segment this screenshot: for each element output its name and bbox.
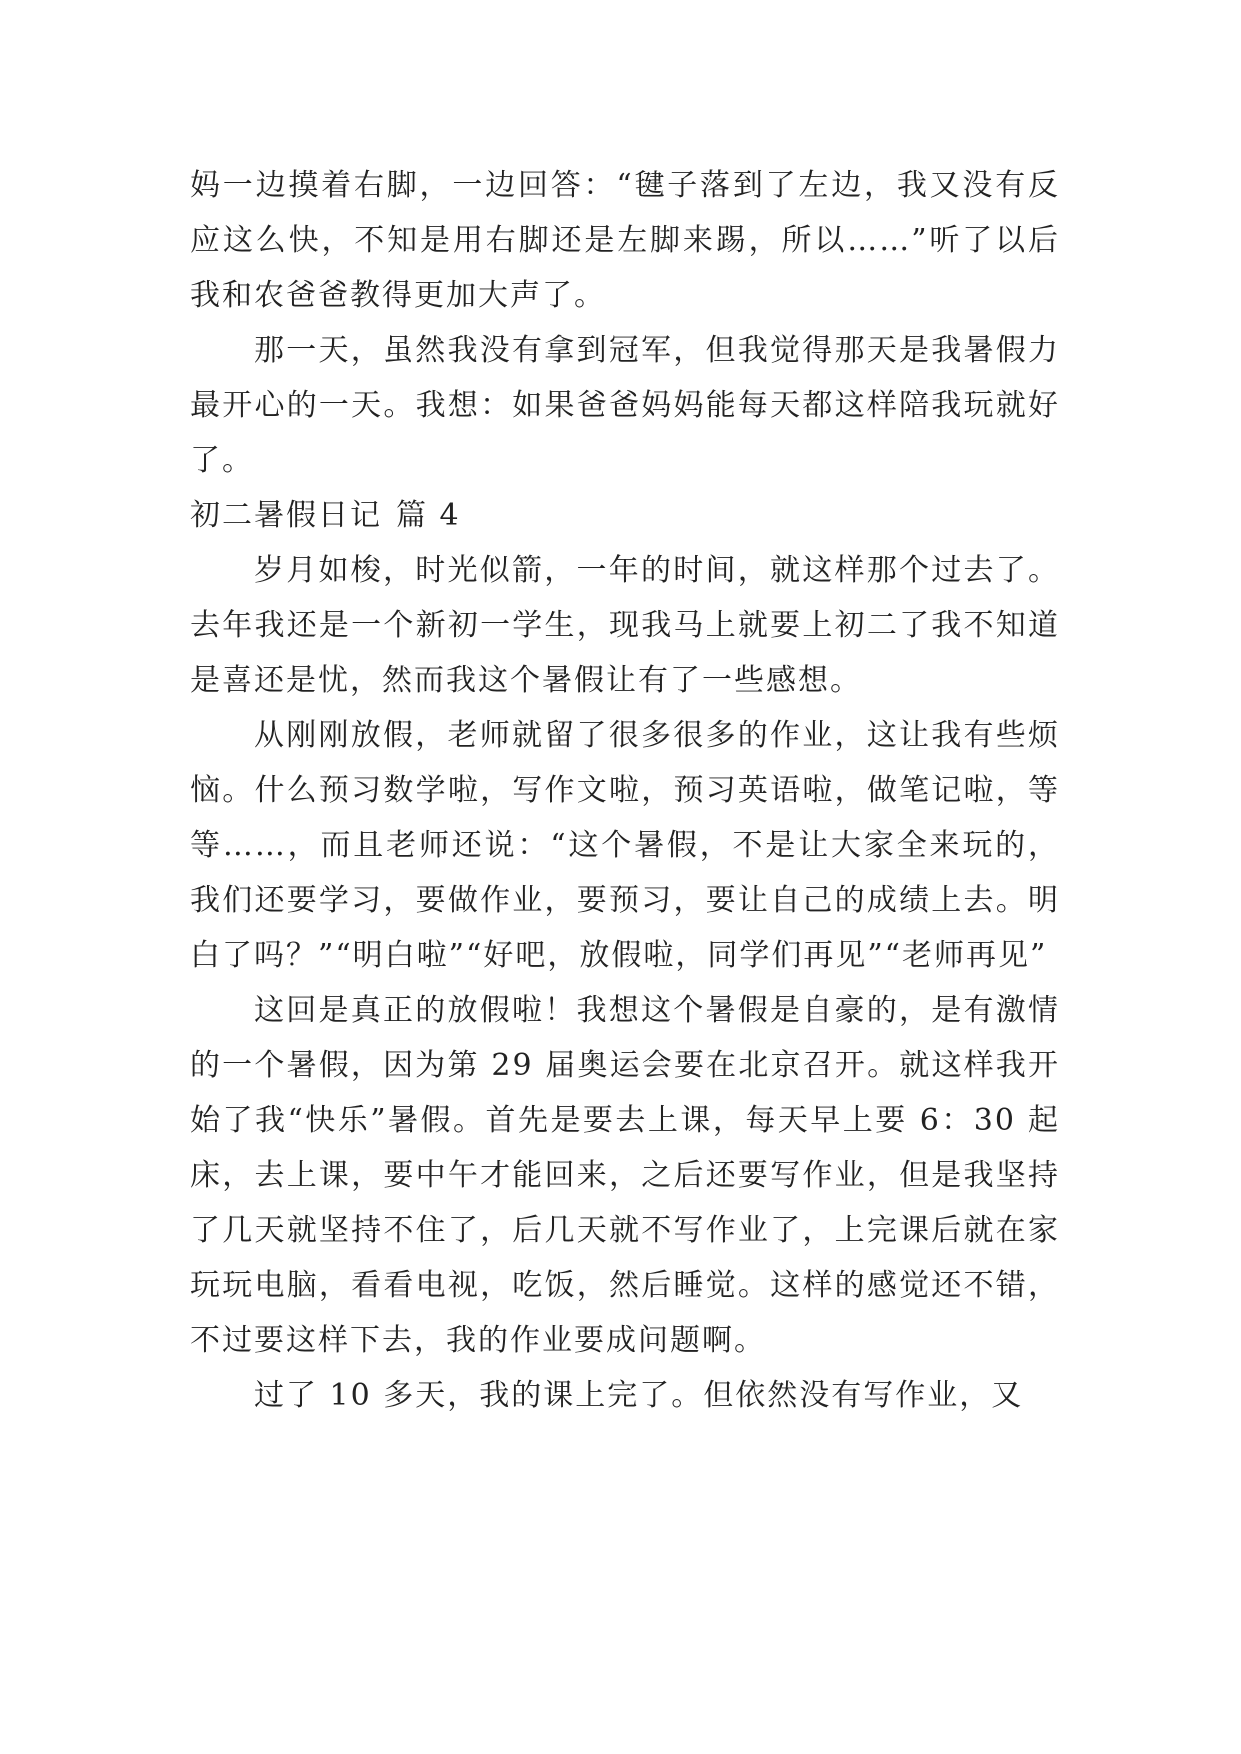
section-heading <box>190 488 1060 543</box>
paragraph-2: 那一天，虽然我没有拿到冠军，但我觉得那天是我暑假力最开心的一天。我想：如果爸爸妈妈能每天都这样陪我玩就好了。 <box>190 333 1060 478</box>
paragraph-5: 这回是真正的放假啦！我想这个暑假是自豪的，是有激情的一个暑假，因为第 29 届奥运会要在北京召开。就这样我开始了我“快乐”暑假。首先是要去上课，每天早上要 6：30 起床，去上课，要中午才能回来，之后还要写作业，但是我坚持了几天就坚持不住了，后几天就不写作业了，上完课后就在家玩玩电脑，看看电视，吃饭，然后睡觉。这样的感觉还不错，不过要这样下去，我的作业要成问题啊。 <box>190 993 1060 1358</box>
document-body <box>190 158 1060 1423</box>
section-heading-title: 初二暑假日记 <box>190 498 382 533</box>
paragraph-6: 过了 10 多天，我的课上完了。但依然没有写作业，又 <box>254 1378 1024 1413</box>
section-heading-part: 篇 4 <box>396 498 461 533</box>
paragraph-4: 从刚刚放假，老师就留了很多很多的作业，这让我有些烦恼。什么预习数学啦，写作文啦，预习英语啦，做笔记啦，等等……，而且老师还说：“这个暑假，不是让大家全来玩的，我们还要学习，要做作业，要预习，要让自己的成绩上去。明白了吗？”“明白啦”“好吧，放假啦，同学们再见”“老师再见” <box>190 718 1060 973</box>
paragraph-3: 岁月如梭，时光似箭，一年的时间，就这样那个过去了。去年我还是一个新初一学生，现我马上就要上初二了我不知道是喜还是忧，然而我这个暑假让有了一些感想。 <box>190 553 1060 698</box>
paragraph-1: 妈一边摸着右脚，一边回答：“毽子落到了左边，我又没有反应这么快，不知是用右脚还是左脚来踢，所以……”听了以后我和农爸爸教得更加大声了。 <box>190 168 1060 313</box>
